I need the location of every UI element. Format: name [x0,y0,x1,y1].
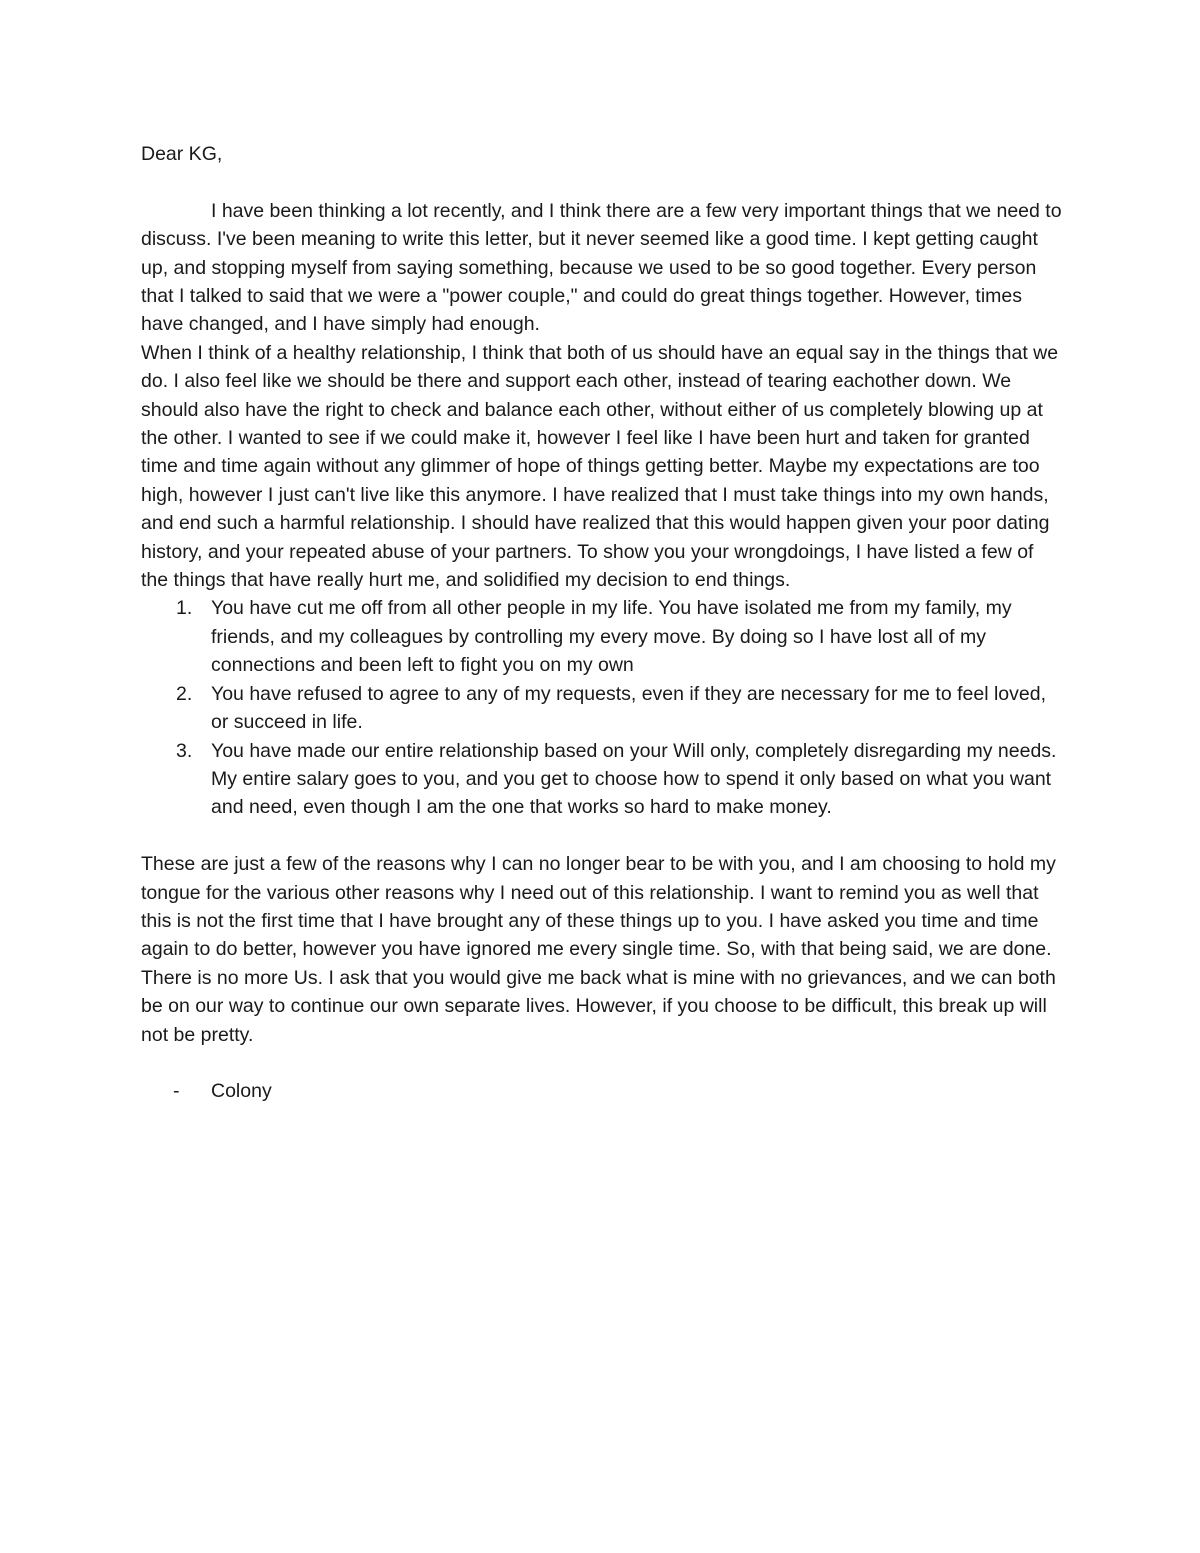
list-item-text: You have made our entire relationship based on your Will only, completely disregarding my needs. My entire salary goes to you, and you get to choose how to spend it only based on what you want and need, even though I am the one that works so hard to make money. [211,739,1057,819]
list-item [141,594,1063,679]
list-item [141,680,1063,737]
list-item-number: 3. [176,739,193,762]
list-item-number: 2. [176,682,193,705]
paragraph-closing: These are just a few of the reasons why I can no longer bear to be with you, and I am choosing to hold my tongue for the various other reasons why I need out of this relationship. I want to remind you as well that this is not the first time that I have brought any of these things up to you. I have asked you time and time again to do better, however you have ignored me every single time. So, with that being said, we are done. There is no more Us. I ask that you would give me back what is mine with no grievances, and we can both be on our way to continue our own separate lives. However, if you choose to be difficult, this break up will not be pretty. [141,853,1056,1046]
paragraph-opening: I have been thinking a lot recently, and I think there are a few very important things that we need to discuss. I've been meaning to write this letter, but it never seemed like a good time. I kept getting caught up, and stopping myself from saying something, because we used to be so good together. Every person that I talked to said that we were a "power couple," and could do great things together. However, times have changed, and I have simply had enough. [141,199,1062,336]
blank-line [141,1049,1063,1077]
list-item-number: 1. [176,597,193,620]
letter-body [141,140,1063,1106]
signoff-dash: - [173,1080,180,1103]
list-item [141,737,1063,822]
signature: Colony [211,1080,272,1103]
blank-line [141,822,1063,850]
salutation: Dear KG, [141,143,223,165]
paragraph-healthy-relationship: When I think of a healthy relationship, I think that both of us should have an equal say in the things that we do. I also feel like we should be there and support each other, instead of tearing eachother down. We should also have the right to check and balance each other, without either of us completely blowing up at the other. I wanted to see if we could make it, however I feel like I have been hurt and taken for granted time and time again without any glimmer of hope of things getting better. Maybe my expectations are too high, however I just can't live like this anymore. I have realized that I must take things into my own hands, and end such a harmful relationship. I should have realized that this would happen given your poor dating history, and your repeated abuse of your partners. To show you your wrongdoings, I have listed a few of the things that have really hurt me, and solidified my decision to end things. [141,341,1059,592]
signoff [141,1077,1063,1105]
grievance-list [141,594,1063,821]
list-item-text: You have cut me off from all other people in my life. You have isolated me from my family, my friends, and my colleagues by controlling my every move. By doing so I have lost all of my connections and been left to fight you on my own [211,597,1012,677]
list-item-text: You have refused to agree to any of my requests, even if they are necessary for me to feel loved, or succeed in life. [211,682,1047,734]
